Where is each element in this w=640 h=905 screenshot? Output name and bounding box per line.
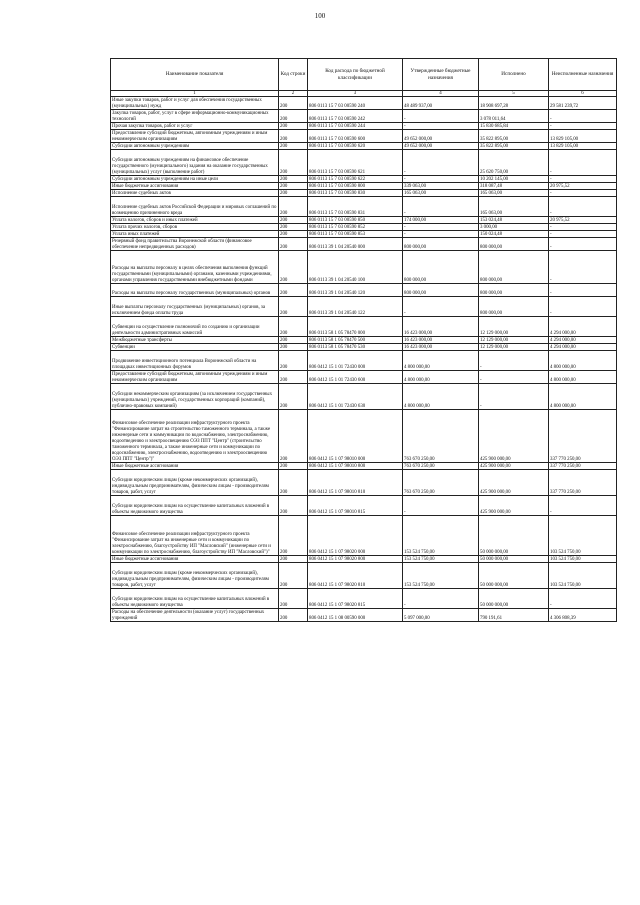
row-budget-code: 806 0113 15 7 03 00590 852 bbox=[308, 224, 403, 231]
table-row bbox=[111, 251, 617, 284]
row-name: Иные бюджетные ассигнования bbox=[111, 556, 279, 563]
row-executed: 425 900 000,00 bbox=[479, 496, 549, 516]
table-row bbox=[111, 110, 617, 123]
row-line-code: 200 bbox=[279, 337, 308, 344]
row-budget-code: 806 0113 15 7 03 00590 600 bbox=[308, 130, 403, 143]
row-line-code: 200 bbox=[279, 231, 308, 238]
row-name: Субсидии юридическим лицам на осуществление капитальных вложений в объекты недвижимого имущества bbox=[111, 589, 279, 609]
header-budget-code: Код расхода по бюджетной классификации bbox=[308, 59, 403, 91]
row-approved: - bbox=[403, 110, 479, 123]
row-budget-code: 806 0412 15 1 01 72430 000 bbox=[308, 351, 403, 371]
column-number: 4 bbox=[403, 91, 479, 97]
table-row bbox=[111, 238, 617, 251]
row-budget-code: 806 0412 15 1 07 98020 815 bbox=[308, 589, 403, 609]
row-budget-code: 806 0113 39 1 04 20540 100 bbox=[308, 251, 403, 284]
row-executed: 3 078 011,64 bbox=[479, 110, 549, 123]
row-approved: 763 670 250,00 bbox=[403, 463, 479, 470]
row-approved: 16 423 000,00 bbox=[403, 337, 479, 344]
row-name: Расходы на обеспечение деятельности (оказание услуг) государственных учреждений bbox=[111, 609, 279, 622]
row-executed: 153 024,48 bbox=[479, 217, 549, 224]
row-line-code: 200 bbox=[279, 563, 308, 589]
row-approved: 800 000,00 bbox=[403, 284, 479, 297]
row-unexecuted: - bbox=[549, 197, 617, 217]
row-executed: 25 620 750,00 bbox=[479, 150, 549, 176]
row-unexecuted: - bbox=[549, 251, 617, 284]
row-approved: 153 524 750,00 bbox=[403, 563, 479, 589]
row-approved: - bbox=[403, 231, 479, 238]
row-unexecuted: - bbox=[549, 110, 617, 123]
row-budget-code: 806 0412 15 1 07 98010 000 bbox=[308, 410, 403, 463]
row-executed: 12 129 000,00 bbox=[479, 344, 549, 351]
row-name: Субсидии автономным учреждениям bbox=[111, 143, 279, 150]
row-approved: 153 524 750,00 bbox=[403, 556, 479, 563]
row-executed: 50 000 000,00 bbox=[479, 589, 549, 609]
row-budget-code: 806 0113 15 7 03 00590 853 bbox=[308, 231, 403, 238]
row-unexecuted: - bbox=[549, 150, 617, 176]
row-line-code: 200 bbox=[279, 463, 308, 470]
row-line-code: 200 bbox=[279, 183, 308, 190]
table-row bbox=[111, 231, 617, 238]
table-row bbox=[111, 410, 617, 463]
row-approved: 16 423 000,00 bbox=[403, 317, 479, 337]
row-unexecuted: 103 524 750,00 bbox=[549, 563, 617, 589]
row-unexecuted: 13 829 105,00 bbox=[549, 130, 617, 143]
row-approved: - bbox=[403, 123, 479, 130]
row-executed: 50 000 000,00 bbox=[479, 556, 549, 563]
row-unexecuted: - bbox=[549, 297, 617, 317]
row-name: Иные закупки товаров, работ и услуг для обеспечения государственных (муниципальных) нужд bbox=[111, 97, 279, 110]
row-line-code: 200 bbox=[279, 110, 308, 123]
table-row bbox=[111, 496, 617, 516]
row-executed: 165 063,00 bbox=[479, 190, 549, 197]
table-row bbox=[111, 217, 617, 224]
row-approved: - bbox=[403, 224, 479, 231]
row-name: Финансовое обеспечение реализации инфраструктурного проекта "Финансирование затрат на строительство таможенного терминала, а также инженерные сети и коммуникации по водоснабжению, электроснабжению, водоотведению и электроосвещению ОЭЗ ППТ "Центр" (строительство таможенного терминала, а также инженерные сети и коммуникации по водоснабжению, электроснабжению, водоотведению и электроосвещению ОЭЗ ППТ "Центр")" bbox=[111, 410, 279, 463]
table-row bbox=[111, 556, 617, 563]
row-executed: 790 191,61 bbox=[479, 609, 549, 622]
table-row bbox=[111, 384, 617, 410]
row-line-code: 200 bbox=[279, 317, 308, 337]
row-budget-code: 806 0113 58 1 05 78470 500 bbox=[308, 337, 403, 344]
table-row bbox=[111, 371, 617, 384]
row-executed: 800 000,00 bbox=[479, 297, 549, 317]
table-row bbox=[111, 317, 617, 337]
row-approved: - bbox=[403, 176, 479, 183]
row-budget-code: 806 0412 15 1 01 72430 630 bbox=[308, 384, 403, 410]
row-approved: 4 800 000,00 bbox=[403, 384, 479, 410]
row-approved: 339 063,00 bbox=[403, 183, 479, 190]
row-unexecuted: 4 294 000,00 bbox=[549, 317, 617, 337]
row-executed: 425 900 000,00 bbox=[479, 463, 549, 470]
row-approved: - bbox=[403, 197, 479, 217]
row-name: Продвижение инвестиционного потенциала Воронежской области на площадках инвестиционных форумов bbox=[111, 351, 279, 371]
row-line-code: 200 bbox=[279, 97, 308, 110]
table-row bbox=[111, 351, 617, 371]
row-approved: 165 063,00 bbox=[403, 190, 479, 197]
row-line-code: 200 bbox=[279, 470, 308, 496]
row-budget-code: 806 0412 15 1 07 98010 815 bbox=[308, 496, 403, 516]
row-approved: 49 652 000,00 bbox=[403, 130, 479, 143]
row-budget-code: 806 0113 39 1 04 20540 120 bbox=[308, 284, 403, 297]
row-budget-code: 806 0113 15 7 03 00590 830 bbox=[308, 190, 403, 197]
row-name: Прочая закупка товаров, работ и услуг bbox=[111, 123, 279, 130]
table-row bbox=[111, 589, 617, 609]
row-approved: 4 800 000,00 bbox=[403, 371, 479, 384]
row-budget-code: 806 0113 39 1 04 20540 000 bbox=[308, 238, 403, 251]
row-line-code: 200 bbox=[279, 251, 308, 284]
row-unexecuted: 4 800 000,00 bbox=[549, 371, 617, 384]
column-number: 5 bbox=[479, 91, 549, 97]
row-name: Уплата иных платежей bbox=[111, 231, 279, 238]
table-row bbox=[111, 183, 617, 190]
row-approved: - bbox=[403, 150, 479, 176]
row-line-code: 200 bbox=[279, 556, 308, 563]
row-approved: 153 524 750,00 bbox=[403, 516, 479, 556]
row-line-code: 200 bbox=[279, 190, 308, 197]
row-budget-code: 806 0113 58 1 05 78470 530 bbox=[308, 344, 403, 351]
row-name: Финансовое обеспечение реализации инфраструктурного проекта "Финансирование затрат на инженерные сети и коммуникации по электроснабжению, благоустройству ИП "Масловский" (инженерные сети и коммуникации по электроснабжению, благоустройству ИП "Масловский")" bbox=[111, 516, 279, 556]
row-executed: 800 000,00 bbox=[479, 284, 549, 297]
table-row bbox=[111, 609, 617, 622]
row-executed: - bbox=[479, 384, 549, 410]
row-unexecuted: 337 770 250,00 bbox=[549, 410, 617, 463]
row-unexecuted: 4 294 000,00 bbox=[549, 337, 617, 344]
row-budget-code: 806 0113 15 7 03 00590 621 bbox=[308, 150, 403, 176]
row-approved: - bbox=[403, 496, 479, 516]
table-row bbox=[111, 516, 617, 556]
row-name: Предоставление субсидий бюджетным, автономным учреждениям и иным некоммерческим организациям bbox=[111, 371, 279, 384]
row-executed: 50 000 000,00 bbox=[479, 516, 549, 556]
row-unexecuted: 337 770 250,00 bbox=[549, 463, 617, 470]
table-row bbox=[111, 224, 617, 231]
row-approved: - bbox=[403, 297, 479, 317]
row-unexecuted: - bbox=[549, 190, 617, 197]
row-line-code: 200 bbox=[279, 351, 308, 371]
row-line-code: 200 bbox=[279, 589, 308, 609]
row-line-code: 200 bbox=[279, 496, 308, 516]
table-row bbox=[111, 97, 617, 110]
row-name: Уплата прочих налогов, сборов bbox=[111, 224, 279, 231]
table-row bbox=[111, 190, 617, 197]
budget-execution-table bbox=[110, 58, 617, 622]
row-name: Закупка товаров, работ, услуг в сфере информационно-коммуникационных технологий bbox=[111, 110, 279, 123]
row-unexecuted: - bbox=[549, 589, 617, 609]
column-number: 6 bbox=[549, 91, 617, 97]
table-row bbox=[111, 563, 617, 589]
row-executed: - bbox=[479, 371, 549, 384]
row-line-code: 200 bbox=[279, 384, 308, 410]
row-budget-code: 806 0412 15 1 07 98020 800 bbox=[308, 556, 403, 563]
row-unexecuted: - bbox=[549, 231, 617, 238]
row-unexecuted: 20 975,52 bbox=[549, 183, 617, 190]
table-row bbox=[111, 470, 617, 496]
column-number: 2 bbox=[279, 91, 308, 97]
row-unexecuted: 337 770 250,00 bbox=[549, 470, 617, 496]
row-approved: 763 670 250,00 bbox=[403, 470, 479, 496]
row-line-code: 200 bbox=[279, 130, 308, 143]
row-line-code: 200 bbox=[279, 371, 308, 384]
row-executed: 50 000 000,00 bbox=[479, 563, 549, 589]
row-line-code: 200 bbox=[279, 284, 308, 297]
row-line-code: 200 bbox=[279, 143, 308, 150]
row-approved: 800 000,00 bbox=[403, 251, 479, 284]
row-executed: 425 900 000,00 bbox=[479, 470, 549, 496]
table-header-row bbox=[111, 59, 617, 91]
row-name: Субсидии автономным учреждениям на иные цели bbox=[111, 176, 279, 183]
table-row bbox=[111, 143, 617, 150]
row-unexecuted: 4 800 000,00 bbox=[549, 351, 617, 371]
row-unexecuted: 4 306 808,39 bbox=[549, 609, 617, 622]
row-line-code: 200 bbox=[279, 609, 308, 622]
row-name: Субсидии автономным учреждениям на финансовое обеспечение государственного (муниципального) задания на оказание государственных (муниципальных) услуг (выполнение работ) bbox=[111, 150, 279, 176]
row-budget-code: 806 0113 15 7 03 00590 850 bbox=[308, 217, 403, 224]
table-row bbox=[111, 463, 617, 470]
row-name: Иные бюджетные ассигнования bbox=[111, 463, 279, 470]
row-unexecuted: 20 975,52 bbox=[549, 217, 617, 224]
row-executed: 150 024,48 bbox=[479, 231, 549, 238]
row-executed: 12 129 000,00 bbox=[479, 337, 549, 344]
row-unexecuted: - bbox=[549, 496, 617, 516]
row-executed: 15 830 685,84 bbox=[479, 123, 549, 130]
row-name: Расходы на выплаты персоналу государственных (муниципальных) органов bbox=[111, 284, 279, 297]
row-budget-code: 806 0113 15 7 03 00590 244 bbox=[308, 123, 403, 130]
row-executed: 3 000,00 bbox=[479, 224, 549, 231]
row-name: Исполнение судебных актов bbox=[111, 190, 279, 197]
row-budget-code: 806 0113 39 1 04 20540 122 bbox=[308, 297, 403, 317]
row-unexecuted: - bbox=[549, 284, 617, 297]
row-name: Субсидии юридическим лицам (кроме некоммерческих организаций), индивидуальным предпринимателям, физическим лицам - производителям товаров, работ, услуг bbox=[111, 470, 279, 496]
row-unexecuted: - bbox=[549, 123, 617, 130]
row-executed: 18 908 697,28 bbox=[479, 97, 549, 110]
row-name: Межбюджетные трансферты bbox=[111, 337, 279, 344]
row-executed: 800 000,00 bbox=[479, 238, 549, 251]
row-executed: 12 129 000,00 bbox=[479, 317, 549, 337]
table-row bbox=[111, 337, 617, 344]
table-row bbox=[111, 297, 617, 317]
row-approved: 5 097 000,00 bbox=[403, 609, 479, 622]
row-approved: 49 652 000,00 bbox=[403, 143, 479, 150]
row-line-code: 200 bbox=[279, 410, 308, 463]
row-budget-code: 806 0412 15 1 07 98020 000 bbox=[308, 516, 403, 556]
row-line-code: 200 bbox=[279, 344, 308, 351]
row-unexecuted: - bbox=[549, 238, 617, 251]
row-executed: 165 063,00 bbox=[479, 197, 549, 217]
row-name: Субвенции на осуществление полномочий по созданию и организации деятельности административных комиссий bbox=[111, 317, 279, 337]
table-row bbox=[111, 150, 617, 176]
header-line-code: Код строки bbox=[279, 59, 308, 91]
row-budget-code: 806 0412 15 1 01 72430 600 bbox=[308, 371, 403, 384]
table-row bbox=[111, 130, 617, 143]
table-row bbox=[111, 176, 617, 183]
row-name: Иные выплаты персоналу государственных (муниципальных) органов, за исключением фонда оплаты труда bbox=[111, 297, 279, 317]
row-budget-code: 806 0113 15 7 03 00590 240 bbox=[308, 97, 403, 110]
row-executed: 800 000,00 bbox=[479, 251, 549, 284]
column-number: 1 bbox=[111, 91, 279, 97]
row-executed: - bbox=[479, 351, 549, 371]
row-budget-code: 806 0412 15 1 07 98020 810 bbox=[308, 563, 403, 589]
row-executed: 35 822 895,00 bbox=[479, 143, 549, 150]
row-line-code: 200 bbox=[279, 217, 308, 224]
row-budget-code: 806 0113 15 7 03 00590 800 bbox=[308, 183, 403, 190]
row-unexecuted: 29 581 239,72 bbox=[549, 97, 617, 110]
table-row bbox=[111, 344, 617, 351]
row-unexecuted: 4 294 000,00 bbox=[549, 344, 617, 351]
row-unexecuted: 103 524 750,00 bbox=[549, 556, 617, 563]
row-unexecuted: - bbox=[549, 224, 617, 231]
row-approved: 174 000,00 bbox=[403, 217, 479, 224]
row-approved: 4 800 000,00 bbox=[403, 351, 479, 371]
row-line-code: 200 bbox=[279, 150, 308, 176]
row-unexecuted: 13 829 105,00 bbox=[549, 143, 617, 150]
row-name: Исполнение судебных актов Российской Федерации и мировых соглашений по возмещению причиненного вреда bbox=[111, 197, 279, 217]
table-row bbox=[111, 284, 617, 297]
row-budget-code: 806 0113 15 7 03 00590 622 bbox=[308, 176, 403, 183]
row-name: Предоставление субсидий бюджетным, автономным учреждениям и иным некоммерческим организациям bbox=[111, 130, 279, 143]
row-budget-code: 806 0412 15 1 08 00590 000 bbox=[308, 609, 403, 622]
row-line-code: 200 bbox=[279, 123, 308, 130]
row-line-code: 200 bbox=[279, 297, 308, 317]
row-approved: - bbox=[403, 589, 479, 609]
row-unexecuted: 4 800 000,00 bbox=[549, 384, 617, 410]
row-unexecuted: - bbox=[549, 176, 617, 183]
header-unexecuted: Неисполненные назначения bbox=[549, 59, 617, 91]
row-approved: 48 489 937,00 bbox=[403, 97, 479, 110]
row-budget-code: 806 0113 58 1 05 78470 000 bbox=[308, 317, 403, 337]
row-unexecuted: 103 524 750,00 bbox=[549, 516, 617, 556]
header-approved: Утвержденные бюджетные назначения bbox=[403, 59, 479, 91]
row-name: Уплата налогов, сборов и иных платежей bbox=[111, 217, 279, 224]
table-row bbox=[111, 197, 617, 217]
row-name: Субсидии юридическим лицам на осуществление капитальных вложений в объекты недвижимого имущества bbox=[111, 496, 279, 516]
column-number: 3 bbox=[308, 91, 403, 97]
row-approved: 16 423 000,00 bbox=[403, 344, 479, 351]
row-approved: 763 670 250,00 bbox=[403, 410, 479, 463]
page-number: 100 bbox=[314, 12, 326, 20]
header-executed: Исполнено bbox=[479, 59, 549, 91]
row-executed: 318 087,48 bbox=[479, 183, 549, 190]
row-line-code: 200 bbox=[279, 197, 308, 217]
row-executed: 10 202 145,00 bbox=[479, 176, 549, 183]
row-executed: 425 900 000,00 bbox=[479, 410, 549, 463]
row-budget-code: 806 0113 15 7 03 00590 242 bbox=[308, 110, 403, 123]
row-line-code: 200 bbox=[279, 516, 308, 556]
row-budget-code: 806 0113 15 7 03 00590 831 bbox=[308, 197, 403, 217]
row-budget-code: 806 0113 15 7 03 00590 620 bbox=[308, 143, 403, 150]
row-name: Расходы на выплаты персоналу в целях обеспечения выполнения функций государственными (муниципальными) органами, казенными учреждениями, органами управления государственными внебюджетными фондами bbox=[111, 251, 279, 284]
header-indicator-name: Наименование показателя bbox=[111, 59, 279, 91]
row-name: Субсидии некоммерческим организациям (за исключением государственных (муниципальных) учреждений, государственных корпораций (компаний), публично-правовых компаний) bbox=[111, 384, 279, 410]
row-name: Субвенции bbox=[111, 344, 279, 351]
row-line-code: 200 bbox=[279, 238, 308, 251]
row-name: Резервный фонд правительства Воронежской области (финансовое обеспечение непредвиденных расходов) bbox=[111, 238, 279, 251]
row-approved: 800 000,00 bbox=[403, 238, 479, 251]
row-executed: 35 822 895,00 bbox=[479, 130, 549, 143]
row-name: Субсидии юридическим лицам (кроме некоммерческих организаций), индивидуальным предпринимателям, физическим лицам - производителям товаров, работ, услуг bbox=[111, 563, 279, 589]
row-budget-code: 806 0412 15 1 07 98010 800 bbox=[308, 463, 403, 470]
row-line-code: 200 bbox=[279, 176, 308, 183]
row-name: Иные бюджетные ассигнования bbox=[111, 183, 279, 190]
table-row bbox=[111, 123, 617, 130]
row-budget-code: 806 0412 15 1 07 98010 810 bbox=[308, 470, 403, 496]
row-line-code: 200 bbox=[279, 224, 308, 231]
